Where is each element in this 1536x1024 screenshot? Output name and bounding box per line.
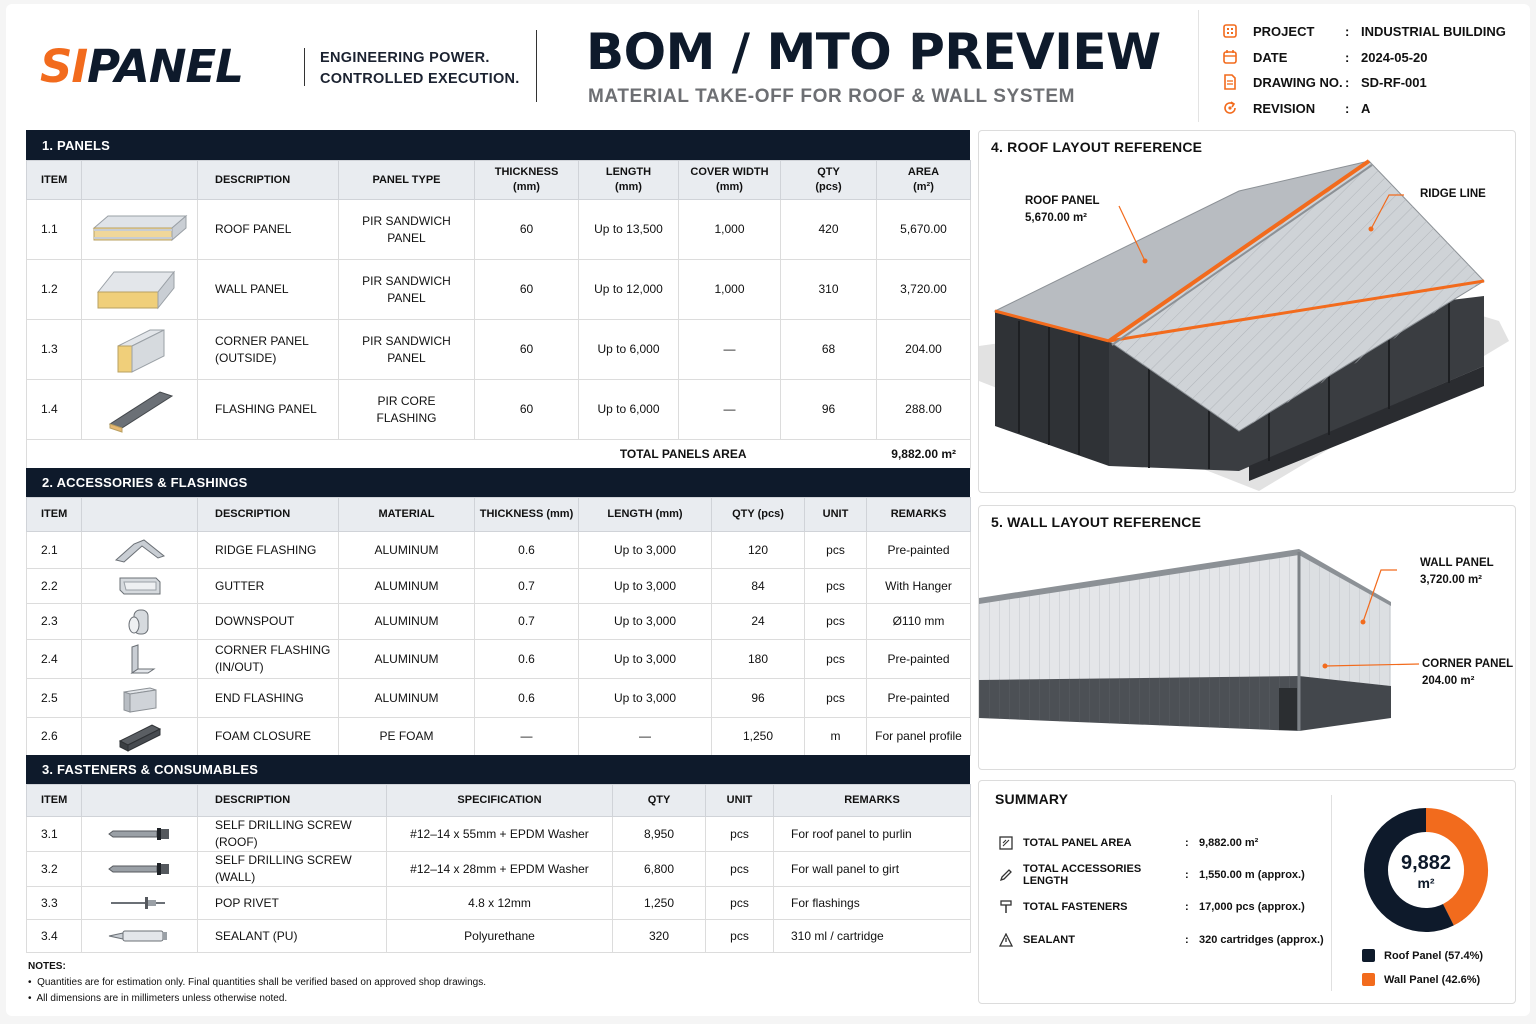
summary-title: SUMMARY: [995, 791, 1069, 807]
table-row: 1.4 FLASHING PANEL PIR CORE FLASHING 60 Up to 6,000 — 96 288.00: [27, 380, 971, 440]
warning-icon: [997, 933, 1015, 947]
legend-roof: Roof Panel (57.4%): [1362, 949, 1483, 962]
meta-revision: REVISION : A: [1221, 97, 1370, 119]
summary-row: SEALANT : 320 cartridges (approx.): [997, 930, 1324, 950]
ridge-line-callout: RIDGE LINE: [1420, 188, 1486, 200]
notes: NOTES: • Quantities are for estimation only. Final quantities shall be verified based on approved shop drawings. • All dimensions are in millimeters unless otherwise noted.: [28, 961, 487, 1004]
summary-row: TOTAL PANEL AREA : 9,882.00 m²: [997, 833, 1258, 853]
meta-project: PROJECT : INDUSTRIAL BUILDING: [1221, 20, 1506, 42]
table-row: 3.2 SELF DRILLING SCREW (WALL) #12–14 x 28mm + EPDM Washer 6,800 pcs For wall panel to girt: [27, 852, 971, 887]
table-row: 2.3 DOWNSPOUT ALUMINUM 0.7 Up to 3,000 24 pcs Ø110 mm: [27, 604, 971, 640]
legend-swatch: [1362, 973, 1375, 986]
legend-wall: Wall Panel (42.6%): [1362, 973, 1480, 986]
building-icon: [1221, 22, 1239, 40]
table-row: 3.4 SEALANT (PU) Polyurethane 320 pcs 310 ml / cartridge: [27, 920, 971, 953]
fastener-icon: [997, 900, 1015, 914]
summary-card: [978, 780, 1516, 1004]
summary-row: TOTAL ACCESSORIES LENGTH : 1,550.00 m (approx.): [997, 865, 1305, 885]
table-header-row: ITEM DESCRIPTION SPECIFICATION QTY UNIT REMARKS: [27, 785, 971, 817]
sipanel-logo: SIPANEL: [40, 40, 243, 93]
page: [6, 4, 1530, 1016]
section-accessories-heading: 2. ACCESSORIES & FLASHINGS: [26, 468, 970, 497]
wall-panel-icon: [82, 266, 197, 314]
screw-icon: [82, 860, 197, 878]
divider: [536, 30, 537, 102]
table-header-row: ITEM DESCRIPTION MATERIAL THICKNESS (mm) LENGTH (mm) QTY (pcs) UNIT REMARKS: [27, 498, 971, 532]
roof-panel-callout: ROOF PANEL 5,670.00 m²: [1025, 195, 1100, 224]
page-subtitle: MATERIAL TAKE-OFF FOR ROOF & WALL SYSTEM: [588, 86, 1076, 107]
roof-layout-title: 4. ROOF LAYOUT REFERENCE: [991, 139, 1203, 155]
table-row: 2.2 GUTTER ALUMINUM 0.7 Up to 3,000 84 pcs With Hanger: [27, 569, 971, 604]
revision-icon: [1221, 99, 1239, 117]
ridge-flashing-icon: [82, 536, 197, 564]
roof-panel-icon: [82, 210, 197, 250]
summary-row: TOTAL FASTENERS : 17,000 pcs (approx.): [997, 897, 1305, 917]
meta-date: DATE : 2024-05-20: [1221, 46, 1428, 68]
calendar-icon: [1221, 48, 1239, 66]
corner-flashing-icon: [82, 643, 197, 675]
corner-panel-callout: CORNER PANEL 204.00 m²: [1422, 658, 1514, 687]
divider: [304, 48, 305, 86]
wall-layout-title: 5. WALL LAYOUT REFERENCE: [991, 514, 1202, 530]
page-title: BOM / MTO PREVIEW: [586, 23, 1161, 81]
flashing-panel-icon: [82, 384, 197, 436]
table-row: 2.5 END FLASHING ALUMINUM 0.6 Up to 3,000 96 pcs Pre-painted: [27, 679, 971, 718]
wall-layout-card: [978, 505, 1516, 770]
accessories-table: [26, 497, 971, 756]
ruler-icon: [997, 836, 1015, 850]
wall-layout-illustration: [979, 506, 1517, 771]
sealant-cartridge-icon: [82, 927, 197, 945]
foam-closure-icon: [82, 721, 197, 753]
pencil-icon: [997, 868, 1015, 882]
table-row: 2.1 RIDGE FLASHING ALUMINUM 0.6 Up to 3,000 120 pcs Pre-painted: [27, 532, 971, 569]
document-icon: [1221, 73, 1239, 91]
table-row: 1.1 ROOF PANEL PIR SANDWICH PANEL 60 Up to 13,500 1,000 420 5,670.00: [27, 200, 971, 260]
corner-panel-icon: [82, 324, 197, 376]
table-row: 1.3 CORNER PANEL (OUTSIDE) PIR SANDWICH PANEL 60 Up to 6,000 — 68 204.00: [27, 320, 971, 380]
table-row: 2.4 CORNER FLASHING (IN/OUT) ALUMINUM 0.6 Up to 3,000 180 pcs Pre-painted: [27, 640, 971, 679]
table-row: 1.2 WALL PANEL PIR SANDWICH PANEL 60 Up to 12,000 1,000 310 3,720.00: [27, 260, 971, 320]
rivet-icon: [82, 894, 197, 912]
legend-swatch: [1362, 949, 1375, 962]
gutter-icon: [82, 572, 197, 600]
total-row: TOTAL PANELS AREA 9,882.00 m²: [27, 440, 971, 470]
donut-unit: m²: [1417, 875, 1435, 891]
divider: [1331, 795, 1332, 991]
roof-layout-card: [978, 130, 1516, 493]
donut-total: 9,882: [1400, 852, 1452, 874]
fasteners-table: [26, 784, 971, 953]
table-row: 2.6 FOAM CLOSURE PE FOAM — — 1,250 m For panel profile: [27, 718, 971, 756]
meta-drawing-no: DRAWING NO. : SD-RF-001: [1221, 71, 1427, 93]
panels-table: [26, 160, 971, 470]
project-meta: [1198, 10, 1532, 122]
screw-icon: [82, 825, 197, 843]
downspout-icon: [82, 608, 197, 636]
section-panels-heading: 1. PANELS: [26, 130, 970, 160]
table-row: 3.1 SELF DRILLING SCREW (ROOF) #12–14 x 55mm + EPDM Washer 8,950 pcs For roof panel to purlin: [27, 817, 971, 852]
end-flashing-icon: [82, 682, 197, 714]
section-fasteners-heading: 3. FASTENERS & CONSUMABLES: [26, 755, 970, 784]
wall-panel-callout: WALL PANEL 3,720.00 m²: [1420, 557, 1494, 586]
table-header-row: ITEM DESCRIPTION PANEL TYPE THICKNESS (mm) LENGTH (mm) COVER WIDTH (mm) QTY (pcs) AREA (m²): [27, 161, 971, 200]
table-row: 3.3 POP RIVET 4.8 x 12mm 1,250 pcs For flashings: [27, 887, 971, 920]
tagline: ENGINEERING POWER. CONTROLLED EXECUTION.: [320, 50, 520, 87]
